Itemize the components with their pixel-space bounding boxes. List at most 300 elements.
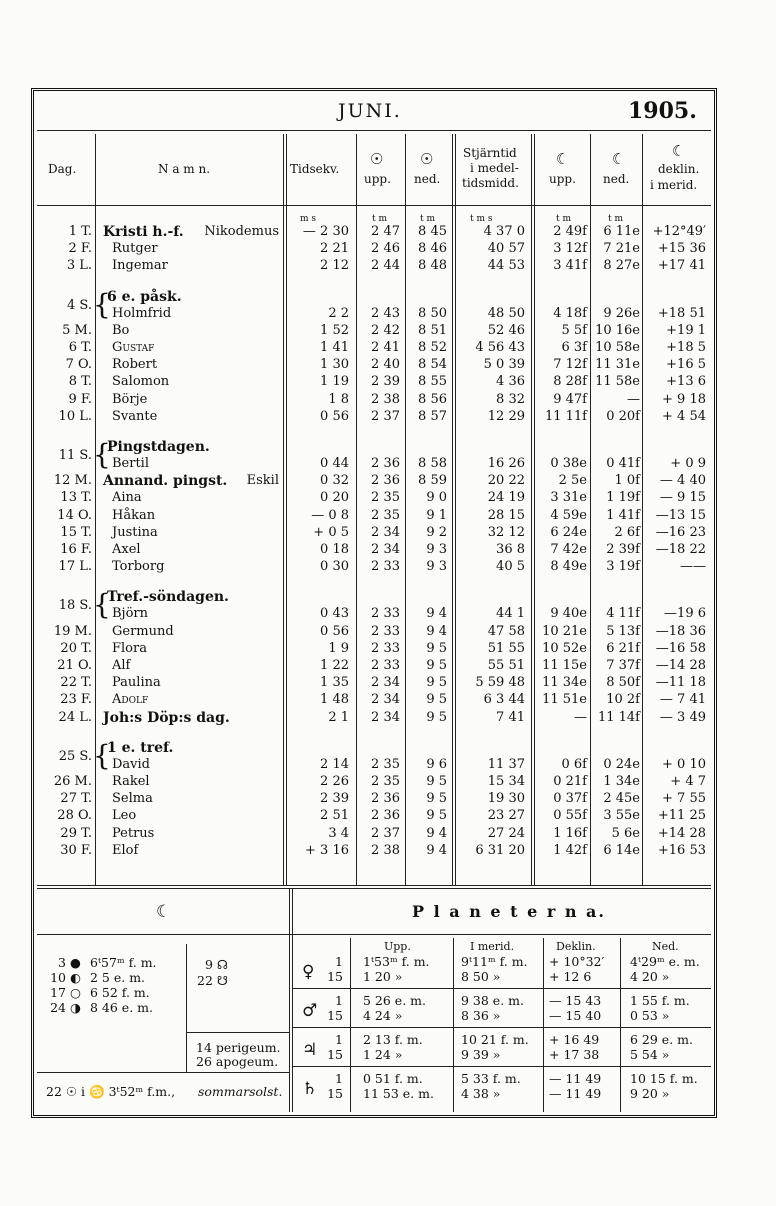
name-entry: Petrus xyxy=(112,825,155,841)
tidsekv-value: 2 12 xyxy=(320,258,349,274)
moon-rise-value: 9 40e xyxy=(550,606,587,622)
day-label: 28 O. xyxy=(57,808,92,824)
sidereal-value: 48 50 xyxy=(487,305,525,321)
tidsekv-value: 2 26 xyxy=(320,774,349,789)
moon-rise-value: 1 16f xyxy=(553,825,587,841)
planets-header: P l a n e t e r n a. xyxy=(412,902,606,921)
planet-set: 4 20 » xyxy=(630,969,670,984)
col-rule-mupp xyxy=(590,134,591,885)
sun-rise-value: 2 35 xyxy=(371,507,400,523)
name-extra: Nikodemus xyxy=(204,224,279,239)
moon-set-value: 7 21e xyxy=(603,241,640,257)
sun-set-value: 8 46 xyxy=(418,241,447,257)
sidereal-value: 11 37 xyxy=(487,756,525,772)
sun-rise-value: 2 33 xyxy=(371,658,400,673)
unit-mupp: t m xyxy=(556,214,572,224)
perigeum: 14 perigeum. xyxy=(196,1040,281,1055)
day-label: 11 S. xyxy=(58,448,92,463)
moon-deklin-value: —13 15 xyxy=(655,507,706,523)
year-title: 1905. xyxy=(628,98,697,124)
sun-set-value: 8 59 xyxy=(418,473,447,489)
moon-deklin-value: —16 58 xyxy=(655,640,706,656)
name-entry: Holmfrid xyxy=(112,305,172,321)
unit-mned: t m xyxy=(608,214,624,224)
name-entry: Aina xyxy=(112,490,142,506)
moon-set-value: 6 14e xyxy=(603,842,640,858)
day-label: 29 T. xyxy=(60,825,92,841)
sun-set-value: 8 58 xyxy=(418,456,447,471)
moon-deklin-value: + 4 54 xyxy=(662,408,706,424)
tidsekv-value: 0 30 xyxy=(320,559,349,575)
moon-rise-value: 9 47f xyxy=(553,391,587,407)
name-entry: Björn xyxy=(112,606,148,622)
sun-rise-value: 2 35 xyxy=(371,756,400,772)
moon-deklin-value: +16 53 xyxy=(657,842,706,858)
header-stjarntid-3: tidsmidd. xyxy=(462,176,519,190)
phase-time: 2 5 e. m. xyxy=(90,970,146,985)
moon-rise-value: 11 51e xyxy=(542,692,587,708)
sun-rise-value: 2 43 xyxy=(371,305,400,321)
moon-set-value: 11 14f xyxy=(597,709,640,725)
day-label: 27 T. xyxy=(60,791,92,807)
day-label: 30 F. xyxy=(60,842,92,858)
planet-date: 15 xyxy=(327,969,343,984)
month-title: JUNI. xyxy=(338,100,402,122)
day-label: 18 S. xyxy=(58,598,92,614)
name-entry: Bo xyxy=(112,322,130,338)
day-label: 20 T. xyxy=(60,640,92,656)
sun-set-value: 9 4 xyxy=(426,623,447,639)
moon-deklin-value: —18 22 xyxy=(655,542,706,557)
moon-rise-value: 11 15e xyxy=(542,658,587,673)
sidereal-value: 40 57 xyxy=(487,241,525,257)
planet-symbol-icon: ♂ xyxy=(302,1001,318,1021)
solstice-text: sommarsolst. xyxy=(198,1084,283,1099)
sun-rise-value: 2 36 xyxy=(371,791,400,807)
phase-time: 6 52 f. m. xyxy=(90,985,150,1000)
moon-deklin-value: —16 23 xyxy=(655,524,706,540)
moon-deklin-value: + 7 55 xyxy=(662,791,706,807)
planet-set: 6 29 e. m. xyxy=(630,1032,693,1047)
sidereal-value: 4 36 xyxy=(496,374,525,390)
planet-deklin: — 11 49 xyxy=(549,1086,602,1101)
planet-deklin: + 10°32′ xyxy=(549,954,605,969)
planet-date: 1 xyxy=(335,993,343,1008)
day-label: 19 M. xyxy=(53,623,92,639)
header-tidsekv: Tidsekv. xyxy=(290,162,340,176)
moon-set-value: 8 50f xyxy=(606,675,640,691)
planet-row-rule xyxy=(292,988,711,989)
tidsekv-value: 2 51 xyxy=(320,808,349,824)
tidsekv-value: 1 9 xyxy=(328,640,349,656)
tidsekv-value: 2 39 xyxy=(320,791,349,807)
sun-rise-value: 2 34 xyxy=(371,675,400,691)
tidsekv-value: 0 43 xyxy=(320,606,349,622)
name-entry: Annand. pingst. xyxy=(103,473,228,490)
moon-set-value: 0 41f xyxy=(606,456,640,471)
day-label: 15 T. xyxy=(60,524,92,540)
tidsekv-value: 1 30 xyxy=(320,357,349,373)
sidereal-value: 27 24 xyxy=(487,825,525,841)
sidereal-value: 6 31 20 xyxy=(475,842,525,858)
planet-rule-deklin xyxy=(620,938,621,1112)
moon-deklin-value: — 7 41 xyxy=(659,692,706,708)
moon-deklin-value: +11 25 xyxy=(657,808,706,824)
sun-set-value: 8 50 xyxy=(418,305,447,321)
name-entry: Rakel xyxy=(112,774,150,789)
tidsekv-value: 2 21 xyxy=(320,241,349,257)
sun-rise-value: 2 37 xyxy=(371,408,400,424)
moon-deklin-value: —19 6 xyxy=(664,606,706,622)
sun-set-value: 9 5 xyxy=(426,692,447,708)
tidsekv-value: + 0 5 xyxy=(313,524,349,540)
moon-rise-value: 1 42f xyxy=(553,842,587,858)
sun-set-value: 9 0 xyxy=(426,490,447,506)
moon-rise-value: 5 5f xyxy=(561,322,587,338)
sidereal-value: 5 0 39 xyxy=(483,357,525,373)
tidsekv-value: — 2 30 xyxy=(302,224,349,239)
day-label: 25 S. xyxy=(58,748,92,764)
sun-rise-value: 2 34 xyxy=(371,692,400,708)
header-bottom-rule xyxy=(37,205,711,206)
planet-symbol-icon: ♃ xyxy=(302,1040,318,1060)
sun-rise-value: 2 44 xyxy=(371,258,400,274)
moon-rise-icon: ☾ xyxy=(556,150,570,168)
moon-deklin-value: +18 51 xyxy=(657,305,706,321)
sun-set-value: 9 5 xyxy=(426,808,447,824)
name-entry: Axel xyxy=(112,542,141,557)
planet-deklin: + 12 6 xyxy=(549,969,592,984)
sidereal-value: 32 12 xyxy=(487,524,525,540)
moon-deklin-value: +18 5 xyxy=(666,340,706,355)
brace: { xyxy=(93,588,111,622)
col-rule-stjarn xyxy=(531,134,532,885)
planet-deklin: — 15 40 xyxy=(549,1008,602,1023)
name-entry: Selma xyxy=(112,791,153,807)
header-deklin-2: i merid. xyxy=(650,178,698,192)
planet-rise: 4 24 » xyxy=(363,1008,403,1023)
sun-set-value: 8 55 xyxy=(418,374,447,390)
planet-date: 15 xyxy=(327,1047,343,1062)
planet-rise: 0 51 f. m. xyxy=(363,1071,423,1086)
lower-top-rule-b xyxy=(37,888,711,889)
name-entry: Håkan xyxy=(112,507,156,523)
col-rule-upp xyxy=(405,134,406,885)
planet-date: 1 xyxy=(335,1032,343,1047)
moon-deklin-value: + 0 9 xyxy=(670,456,706,471)
sun-set-value: 9 5 xyxy=(426,709,447,725)
name-entry: Bertil xyxy=(112,456,150,471)
moon-deklin-value: +12°49′ xyxy=(652,224,706,239)
sun-set-value: 8 45 xyxy=(418,224,447,239)
sun-rise-value: 2 42 xyxy=(371,322,400,338)
moon-phase-icon: ◐ xyxy=(70,970,81,985)
planet-rise: 5 26 e. m. xyxy=(363,993,426,1008)
phase-time: 6ᵗ57ᵐ f. m. xyxy=(90,955,157,970)
tidsekv-value: 0 18 xyxy=(320,542,349,557)
moon-rise-value: 7 12f xyxy=(553,357,587,373)
sidereal-value: 19 30 xyxy=(487,791,525,807)
day-label: 14 O. xyxy=(57,507,92,523)
name-entry: Ingemar xyxy=(112,258,168,274)
sun-set-value: 8 57 xyxy=(418,408,447,424)
sidereal-value: 47 58 xyxy=(487,623,525,639)
moon-deklin-value: — 9 15 xyxy=(659,490,706,506)
moon-rise-value: 11 11f xyxy=(544,408,587,424)
moon-set-value: 7 37f xyxy=(606,658,640,673)
name-entry: Leo xyxy=(112,808,137,824)
day-label: 9 F. xyxy=(68,391,92,407)
header-stjarntid-2: i medel- xyxy=(470,161,519,175)
sidereal-value: 16 26 xyxy=(487,456,525,471)
tidsekv-value: 0 20 xyxy=(320,490,349,506)
moon-rise-value: 0 38e xyxy=(550,456,587,471)
sun-set-value: 9 5 xyxy=(426,774,447,789)
planet-meridian: 9 39 » xyxy=(461,1047,501,1062)
unit-stjarn: t m s xyxy=(470,214,493,224)
name-entry: David xyxy=(112,756,150,772)
day-label: 13 T. xyxy=(60,490,92,506)
moon-rise-value: 2 5e xyxy=(558,473,587,489)
col-rule-ned xyxy=(452,134,453,885)
sun-rise-value: 2 33 xyxy=(371,559,400,575)
planet-col-deklin: Deklin. xyxy=(556,940,596,953)
sun-rise-value: 2 36 xyxy=(371,473,400,489)
moon-rise-value: 3 12f xyxy=(553,241,587,257)
planet-meridian: 9 38 e. m. xyxy=(461,993,524,1008)
name-entry: Alf xyxy=(112,658,131,673)
tidsekv-value: 2 14 xyxy=(320,756,349,772)
sun-set-value: 9 5 xyxy=(426,640,447,656)
sun-rise-value: 2 47 xyxy=(371,224,400,239)
moon-phase-icon: ○ xyxy=(70,985,81,1000)
tidsekv-value: 2 1 xyxy=(328,709,349,725)
moon-deklin-value: +13 6 xyxy=(666,374,706,390)
header-stjarntid-1: Stjärntid xyxy=(463,146,517,160)
sunday-title: 1 e. tref. xyxy=(107,739,174,756)
sidereal-value: 51 55 xyxy=(487,640,525,656)
tidsekv-value: + 3 16 xyxy=(305,842,349,858)
planet-rule-upp xyxy=(453,938,454,1112)
day-label: 17 L. xyxy=(58,559,92,575)
lower-header-rule xyxy=(37,934,711,935)
lower-divider xyxy=(289,888,290,1112)
sun-rise-value: 2 37 xyxy=(371,825,400,841)
sun-set-value: 9 3 xyxy=(426,542,447,557)
name-entry: Flora xyxy=(112,640,147,656)
header-moon-upp: upp. xyxy=(549,172,576,186)
moon-deklin-value: —11 18 xyxy=(655,675,706,691)
moon-set-value: 5 6e xyxy=(611,825,640,841)
solstice-top-rule xyxy=(37,1072,290,1073)
sidereal-value: 28 15 xyxy=(487,507,525,523)
sunday-title: 6 e. påsk. xyxy=(107,288,182,305)
moon-set-value: 1 0f xyxy=(614,473,640,489)
day-label: 22 T. xyxy=(60,675,92,691)
moon-deklin-value: —— xyxy=(680,559,706,575)
moon-deklin-value: +14 28 xyxy=(657,825,706,841)
planet-meridian: 10 21 f. m. xyxy=(461,1032,529,1047)
sun-set-value: 9 6 xyxy=(426,756,447,772)
sun-set-value: 8 52 xyxy=(418,340,447,355)
planet-rise: 2 13 f. m. xyxy=(363,1032,423,1047)
name-entry: Salomon xyxy=(112,374,170,390)
moon-deklin-value: — 3 49 xyxy=(659,709,706,725)
perigeum-top-rule xyxy=(186,1032,290,1033)
sun-rise-value: 2 33 xyxy=(371,606,400,622)
moon-rise-value: 4 18f xyxy=(553,305,587,321)
planet-meridian: 8 36 » xyxy=(461,1008,501,1023)
unit-upp: t m xyxy=(372,214,388,224)
day-label: 5 M. xyxy=(62,322,92,338)
sidereal-value: 44 1 xyxy=(496,606,525,622)
sun-rise-value: 2 40 xyxy=(371,357,400,373)
tidsekv-value: 1 22 xyxy=(320,658,349,673)
sidereal-value: 24 19 xyxy=(487,490,525,506)
sun-set-value: 9 3 xyxy=(426,559,447,575)
sun-set-value: 9 5 xyxy=(426,791,447,807)
phases-divider xyxy=(186,944,187,1072)
col-rule-namn-b xyxy=(286,134,287,885)
sidereal-value: 4 37 0 xyxy=(483,224,525,239)
planet-deklin: + 17 38 xyxy=(549,1047,600,1062)
moon-rise-value: 0 6f xyxy=(561,756,587,772)
planet-set: 10 15 f. m. xyxy=(630,1071,698,1086)
moon-set-value: 1 41f xyxy=(606,507,640,523)
planet-symbol-icon: ♄ xyxy=(302,1079,318,1099)
day-label: 10 L. xyxy=(58,408,92,424)
moon-set-value: 3 19f xyxy=(606,559,640,575)
moon-deklin-value: — 4 40 xyxy=(659,473,706,489)
sidereal-value: 20 22 xyxy=(487,473,525,489)
planet-deklin: + 16 49 xyxy=(549,1032,600,1047)
moon-rise-value: 10 21e xyxy=(542,623,587,639)
moon-set-value: 1 34e xyxy=(603,774,640,789)
planet-meridian: 9ᵗ11ᵐ f. m. xyxy=(461,954,528,969)
planet-row-rule xyxy=(292,1027,711,1028)
planet-set: 5 54 » xyxy=(630,1047,670,1062)
tidsekv-value: — 0 8 xyxy=(311,507,349,523)
name-entry: Germund xyxy=(112,623,174,639)
sun-set-value: 8 51 xyxy=(418,322,447,338)
planet-date: 1 xyxy=(335,1071,343,1086)
name-entry: Adolf xyxy=(112,692,149,708)
brace: { xyxy=(93,738,111,772)
moon-set-value: 1 19f xyxy=(606,490,640,506)
tidsekv-value: 1 52 xyxy=(320,322,349,338)
moon-deklin-value: —18 36 xyxy=(655,623,706,639)
sun-rise-value: 2 46 xyxy=(371,241,400,257)
sidereal-value: 36 8 xyxy=(496,542,525,557)
sidereal-value: 8 32 xyxy=(496,391,525,407)
unit-tidsekv: m s xyxy=(300,214,317,224)
moon-set-value: 6 11e xyxy=(603,224,640,239)
day-label: 2 F. xyxy=(68,241,92,257)
moon-deklin-value: + 9 18 xyxy=(662,391,706,407)
solstice-prefix: 22 ☉ i ♋ 3ᵗ52ᵐ f.m., xyxy=(46,1084,176,1099)
header-sun-upp: upp. xyxy=(364,172,391,186)
sidereal-value: 52 46 xyxy=(487,322,525,338)
moon-rise-value: 4 59e xyxy=(550,507,587,523)
moon-rise-value: 2 49f xyxy=(553,224,587,239)
moon-rise-value: 0 21f xyxy=(553,774,587,789)
planet-set: 1 55 f. m. xyxy=(630,993,690,1008)
moon-set-value: 11 31e xyxy=(595,357,640,373)
col-rule-dag xyxy=(95,134,96,885)
sun-rise-value: 2 33 xyxy=(371,623,400,639)
name-entry: Torborg xyxy=(112,559,165,575)
name-extra: Eskil xyxy=(246,473,279,489)
phase-time: 8 46 e. m. xyxy=(90,1000,153,1015)
name-entry: Kristi h.-f. xyxy=(103,224,184,240)
planet-meridian: 4 38 » xyxy=(461,1086,501,1101)
planet-date: 1 xyxy=(335,954,343,969)
name-entry: Elof xyxy=(112,842,139,858)
moon-phase-icon: ● xyxy=(70,955,81,970)
tidsekv-value: 1 35 xyxy=(320,675,349,691)
moon-set-value: 2 39f xyxy=(606,542,640,557)
phase-day: 3 xyxy=(58,955,66,970)
sun-set-value: 8 48 xyxy=(418,258,447,274)
moon-phase-icon: ◑ xyxy=(70,1000,81,1015)
sun-set-value: 8 56 xyxy=(418,391,447,407)
moon-set-value: 11 58e xyxy=(595,374,640,390)
planet-symbol-icon: ♀ xyxy=(302,962,315,982)
moon-box-icon: ☾ xyxy=(156,902,172,922)
sun-rise-value: 2 39 xyxy=(371,374,400,390)
tidsekv-value: 0 56 xyxy=(320,408,349,424)
sun-set-value: 9 1 xyxy=(426,507,447,523)
moon-deklin-value: + 4 7 xyxy=(670,774,706,789)
day-label: 4 S. xyxy=(67,297,92,313)
tidsekv-value: 2 2 xyxy=(328,305,349,321)
sidereal-value: 12 29 xyxy=(487,408,525,424)
moon-set-value: 10 2f xyxy=(606,692,640,708)
moon-rise-value: 6 3f xyxy=(561,340,587,355)
moon-set-value: 5 13f xyxy=(606,623,640,639)
phase-day: 10 xyxy=(50,970,66,985)
tidsekv-value: 1 48 xyxy=(320,692,349,708)
day-label: 16 F. xyxy=(60,542,92,557)
day-label: 23 F. xyxy=(60,692,92,708)
planet-date: 15 xyxy=(327,1008,343,1023)
sidereal-value: 7 41 xyxy=(496,709,525,725)
header-deklin-1: deklin. xyxy=(658,162,700,176)
sun-set-value: 9 4 xyxy=(426,825,447,841)
sidereal-value: 44 53 xyxy=(487,258,525,274)
moon-set-value: 6 21f xyxy=(606,640,640,656)
moon-deklin-value: + 0 10 xyxy=(662,756,706,772)
sidereal-value: 23 27 xyxy=(487,808,525,824)
col-rule-namn xyxy=(283,134,284,885)
sun-rise-value: 2 35 xyxy=(371,490,400,506)
sidereal-value: 55 51 xyxy=(487,658,525,673)
moon-rise-value: 8 28f xyxy=(553,374,587,390)
moon-rise-value: 3 31e xyxy=(550,490,587,506)
day-label: 12 M. xyxy=(53,473,92,489)
moon-rise-value: 7 42e xyxy=(550,542,587,557)
day-label: 26 M. xyxy=(53,774,92,789)
sun-rise-value: 2 36 xyxy=(371,456,400,471)
planet-rule-merid xyxy=(543,938,544,1112)
sun-set-value: 9 4 xyxy=(426,606,447,622)
planet-rise: 11 53 e. m. xyxy=(363,1086,434,1101)
moon-deklin-icon: ☾ xyxy=(672,142,686,160)
col-rule-tidsekv xyxy=(356,134,357,885)
sun-set-value: 9 2 xyxy=(426,524,447,540)
moon-set-value: — xyxy=(627,391,640,407)
planet-col-upp: Upp. xyxy=(384,940,411,953)
